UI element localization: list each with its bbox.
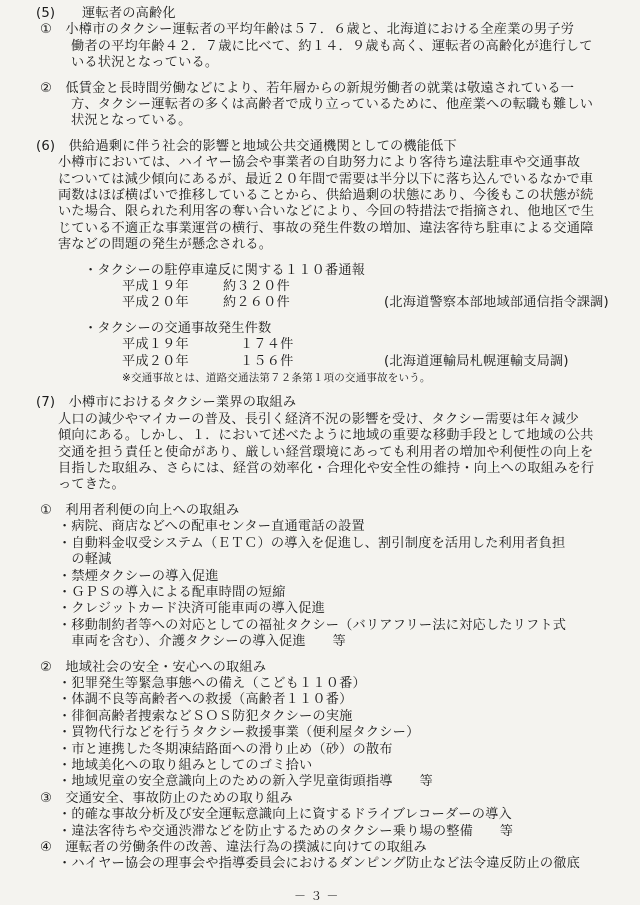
s6-body-line1: 小樽市においては、ハイヤー協会や事業者の自助努力により客待ち違法駐車や交通事故 <box>58 155 581 170</box>
stat1-year2: 平成２０年 <box>122 295 189 310</box>
s6-body-line4: いた場合、限られた利用客の奪い合いなどにより、今回の特措法で指摘され、他地区で生 <box>58 204 595 219</box>
section-7-heading: (7) 小樽市におけるタクシー業界の取組み <box>36 395 297 410</box>
stat1-title: ・タクシーの駐停車違反に関する１１０番通報 <box>84 263 366 278</box>
g1-item4: ・ＧＰＳの導入による配車時間の短縮 <box>58 585 286 600</box>
g1-item3: ・禁煙タクシーの導入促進 <box>58 569 219 584</box>
g1-item2: ・自動料金収受システム（ＥＴＣ）の導入を促進し、割引制度を活用した利用者負担 <box>58 536 566 551</box>
g4-item1: ・ハイヤー協会の理事会や指導委員会におけるダンピング防止など法令違反防止の徹底 <box>58 856 580 871</box>
stat2-year2: 平成２０年 <box>122 354 189 369</box>
s5-p2-line1: ② 低賃金と長時間労働などにより、若年層からの新規労働者の就業は敬遠されている一 <box>40 81 575 96</box>
stat1-year1: 平成１９年 <box>122 279 189 294</box>
g3-item1: ・的確な事故分析及び安全運転意識向上に資するドライブレコーダーの導入 <box>58 807 512 822</box>
g2-title: ② 地域社会の安全・安心への取組み <box>40 660 267 675</box>
s7-body-line2: 傾向にある。しかし、１．において述べたように地域の重要な移動手段として地域の公共 <box>58 428 594 443</box>
g3-title: ③ 交通安全、事故防止のための取り組み <box>40 791 293 806</box>
s5-p1-line1: ① 小樽市のタクシー運転者の平均年齢は５７．６歳と、北海道における全産業の男子労 <box>40 22 575 37</box>
s5-p1-line3: いる状況となっている。 <box>71 55 219 70</box>
g1-item2-cont: の軽減 <box>58 552 112 567</box>
g2-item3: ・徘徊高齢者捜索などＳＯＳ防犯タクシーの実施 <box>58 709 353 724</box>
s7-body-line5: ってきた。 <box>58 477 125 492</box>
stat2-year1: 平成１９年 <box>122 337 189 352</box>
section-6-heading: (6) 供給過剰に伴う社会的影響と地域公共交通機関としての機能低下 <box>36 139 457 154</box>
g2-item6: ・地域美化への取り組みとしてのゴミ拾い <box>58 758 313 773</box>
s7-body-line4: 目指した取組み、さらには、経営の効率化・合理化や安全性の維持・向上への取組みを行 <box>58 461 595 476</box>
stat2-title: ・タクシーの交通事故発生件数 <box>84 321 272 336</box>
g2-item1: ・犯罪発生等緊急事態への備え（こども１１０番） <box>58 676 366 691</box>
stat2-note: ※交通事故とは、道路交通法第７２条第１項の交通事故をいう。 <box>122 372 431 384</box>
stat2-value1: １７４件 <box>240 337 294 352</box>
s5-p2-line2: 方、タクシー運転者の多くは高齢者で成り立っているために、他産業への転職も難しい <box>71 97 594 112</box>
s5-p1-line2: 働者の平均年齢４２．７歳に比べて、約１４．９歳も高く、運転者の高齢化が進行して <box>71 39 593 54</box>
page-number: － ３ － <box>294 889 339 903</box>
stat1-value2: 約２６０件 <box>223 295 290 310</box>
g2-item2: ・体調不良等高齢者への救援（高齢者１１０番） <box>58 692 353 707</box>
stat1-source: (北海道警察本部地域部通信指令課調) <box>384 295 609 310</box>
section-5-heading: (5) 運転者の高齢化 <box>36 6 176 21</box>
g1-title: ① 利用者利便の向上への取組み <box>40 503 240 518</box>
g3-item2: ・違法客待ちや交通渋滞などを防止するためのタクシー乗り場の整備 等 <box>58 824 514 839</box>
g2-item4: ・買物代行などを行うタクシー救援事業（便利屋タクシー） <box>58 725 420 740</box>
g1-item5: ・クレジットカード決済可能車両の導入促進 <box>58 601 326 616</box>
s5-p2-line3: 状況となっている。 <box>71 113 192 128</box>
s6-body-line5: じている不適正な事業運営の横行、事故の発生件数の増加、違法客待ち駐車による交通障 <box>58 221 594 236</box>
g1-item6-cont: 車両を含む）、介護タクシーの導入促進 等 <box>58 634 346 649</box>
g2-item7: ・地域児童の安全意識向上のための新入学児童街頭指導 等 <box>58 774 433 789</box>
s7-body-line1: 人口の減少やマイカーの普及、長引く経済不況の影響を受け、タクシー需要は年々減少 <box>58 412 579 427</box>
g4-title: ④ 運転者の労働条件の改善、違法行為の撲滅に向けての取組み <box>40 840 427 855</box>
s6-body-line6: 害などの問題の発生が懸念される。 <box>58 237 273 252</box>
stat1-value1: 約３２０件 <box>223 279 290 294</box>
stat2-value2: １５６件 <box>240 354 294 369</box>
g1-item1: ・病院、商店などへの配車センター直通電話の設置 <box>58 519 365 534</box>
g2-item5: ・市と連携した冬期凍結路面への滑り止め（砂）の散布 <box>58 742 393 757</box>
s6-body-line3: 両数はほぼ横ばいで推移していることから、供給過剰の状態にあり、今後もこの状態が続 <box>58 188 594 203</box>
g1-item6: ・移動制約者等への対応としての福祉タクシー（バリアフリー法に対応したリフト式 <box>58 618 567 633</box>
s6-body-line2: については減少傾向にあるが、最近２０年間で需要は半分以下に落ち込んでいるなかで車 <box>58 172 594 187</box>
s7-body-line3: 交通を担う責任と使命があり、厳しい経営環境にあっても利用者の増加や利便性の向上を <box>58 445 594 460</box>
stat2-source: (北海道運輸局札幌運輸支局調) <box>384 354 569 369</box>
